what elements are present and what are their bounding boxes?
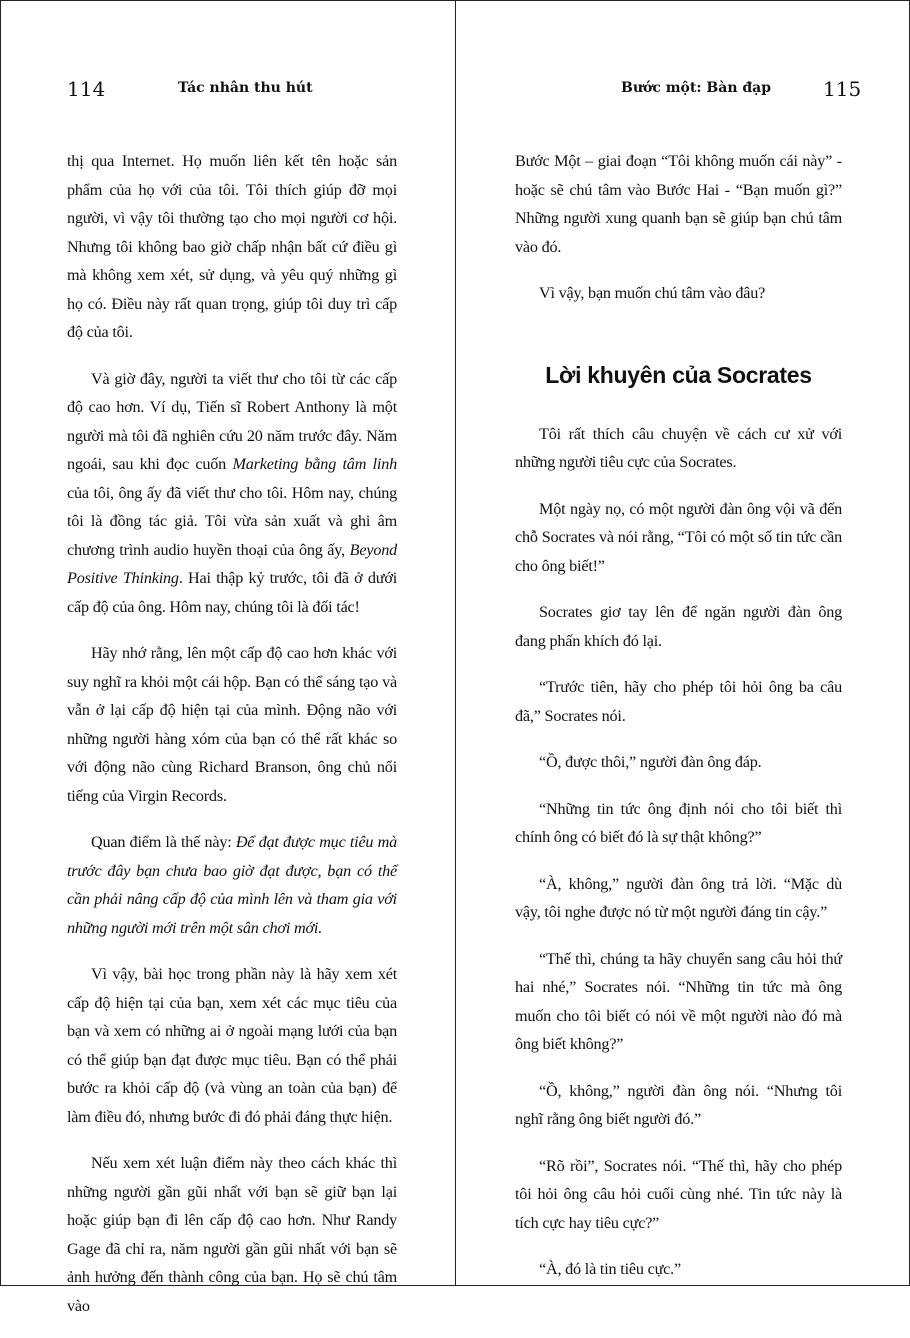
paragraph: “Rõ rồi”, Socrates nói. “Thế thì, hãy cho phép tôi hỏi ông câu hỏi cuối cùng nhé. Tin tức này là tích cực hay tiêu cực?”: [515, 1156, 842, 1232]
right-page: [456, 1, 909, 1285]
paragraph: “À, không,” người đàn ông trả lời. “Mặc dù vậy, tôi nghe được nó từ một người đáng tin cậy.”: [515, 874, 842, 921]
paragraph: “À, đó là tin tiêu cực.”: [539, 1260, 681, 1278]
paragraph: Socrates giơ tay lên để ngăn người đàn ông đang phấn khích đó lại.: [515, 603, 842, 650]
paragraph: [67, 365, 397, 622]
book-title: Marketing bằng tâm linh: [232, 455, 398, 473]
emphasis-text: Để đạt được mục tiêu mà trước đây bạn chưa bao giờ đạt được, bạn có thể cần phải nâng cấp độ của mình lên và tham gia với những người mới trên một sân chơi mới.: [67, 833, 397, 937]
left-page-body: [67, 147, 397, 1338]
paragraph: “Ồ, được thôi,” người đàn ông đáp.: [539, 753, 762, 771]
page-number: 115: [823, 77, 862, 101]
paragraph: thị qua Internet. Họ muốn liên kết tên hoặc sản phẩm của họ với của tôi. Tôi thích giúp đỡ mọi người, vì vậy tôi thường tạo cho mọi người cơ hội. Nhưng tôi không bao giờ chấp nhận bất cứ điều gì mà không xem xét, sử dụng, và yêu quý những gì họ có. Điều này rất quan trọng, giúp tôi duy trì cấp độ của tôi.: [67, 152, 397, 341]
right-page-header: [456, 77, 909, 103]
paragraph: Tôi rất thích câu chuyện về cách cư xử với những người tiêu cực của Socrates.: [515, 424, 842, 471]
text-run: . Hai thập kỷ trước, tôi đã ở dưới cấp độ của ông. Hôm nay, chúng tôi là đối tác!: [67, 569, 397, 616]
left-page: [1, 1, 455, 1315]
text-run: Quan điểm là thế này:: [91, 833, 236, 851]
running-title: Tác nhân thu hút: [178, 80, 313, 96]
paragraph: Bước Một – giai đoạn “Tôi không muốn cái này” - hoặc sẽ chú tâm vào Bước Hai - “Bạn muốn gì?” Những người xung quanh bạn sẽ giúp bạn chú tâm vào đó.: [515, 152, 842, 256]
running-title: Bước một: Bàn đạp: [621, 80, 772, 96]
paragraph: Vì vậy, bài học trong phần này là hãy xem xét cấp độ hiện tại của bạn, xem xét các mục tiêu của bạn và xem có những ai ở ngoài mạng lưới của bạn có thể giúp bạn đạt được mục tiêu. Bạn có thể phải bước ra khỏi cấp độ (và vùng an toàn của bạn) để làm điều đó, nhưng bước đi đó phải đáng thực hiện.: [67, 965, 397, 1126]
paragraph: Một ngày nọ, có một người đàn ông vội vã đến chỗ Socrates và nói rằng, “Tôi có một số tin tức cần cho ông biết!”: [515, 499, 842, 575]
text-run: Và giờ đây, người ta viết thư cho tôi từ các cấp độ cao hơn. Ví dụ, Tiến sĩ Robert Anthony là một người mà tôi đã nghiên cứu 20 năm trước đây. Năm ngoái, sau khi đọc cuốn: [67, 369, 397, 473]
paragraph: “Những tin tức ông định nói cho tôi biết thì chính ông có biết đó là sự thật không?”: [515, 799, 842, 846]
section-heading: Lời khuyên của Socrates: [545, 361, 812, 388]
paragraph: Nếu xem xét luận điểm này theo cách khác thì những người gần gũi nhất với bạn sẽ giữ bạn lại hoặc giúp bạn đi lên cấp độ cao hơn. Như Randy Gage đã chỉ ra, năm người gần gũi nhất với bạn sẽ ảnh hưởng đến thành công của bạn. Họ sẽ chú tâm vào: [67, 1154, 397, 1315]
right-page-body: [515, 147, 842, 1302]
paragraph: “Trước tiên, hãy cho phép tôi hỏi ông ba câu đã,” Socrates nói.: [515, 678, 842, 725]
left-page-header: [1, 77, 455, 103]
paragraph: Hãy nhớ rằng, lên một cấp độ cao hơn khác với suy nghĩ ra khỏi một cái hộp. Bạn có thể sáng tạo và vẫn ở lại cấp độ hiện tại của mình. Động não với những người hàng xóm của bạn có thể rất khác so với động não cùng Richard Branson, ông chủ nổi tiếng của Virgin Records.: [67, 644, 397, 805]
paragraph: Vì vậy, bạn muốn chú tâm vào đâu?: [539, 284, 766, 302]
paragraph: [67, 828, 397, 942]
text-run: của tôi, ông ấy đã viết thư cho tôi. Hôm nay, chúng tôi là đồng tác giả. Tôi vừa sản xuất và ghi âm chương trình audio huyền thoại của ông ấy,: [67, 483, 397, 559]
page-number: 114: [67, 77, 106, 101]
paragraph: “Ồ, không,” người đàn ông nói. “Nhưng tôi nghĩ rằng ông biết người đó.”: [515, 1081, 842, 1128]
book-title: Beyond Positive Thinking: [67, 540, 397, 587]
paragraph: “Thế thì, chúng ta hãy chuyển sang câu hỏi thứ hai nhé,” Socrates nói. “Những tin tức mà ông muốn cho tôi biết có nói về một người nào đó mà ông biết không?”: [515, 949, 842, 1053]
